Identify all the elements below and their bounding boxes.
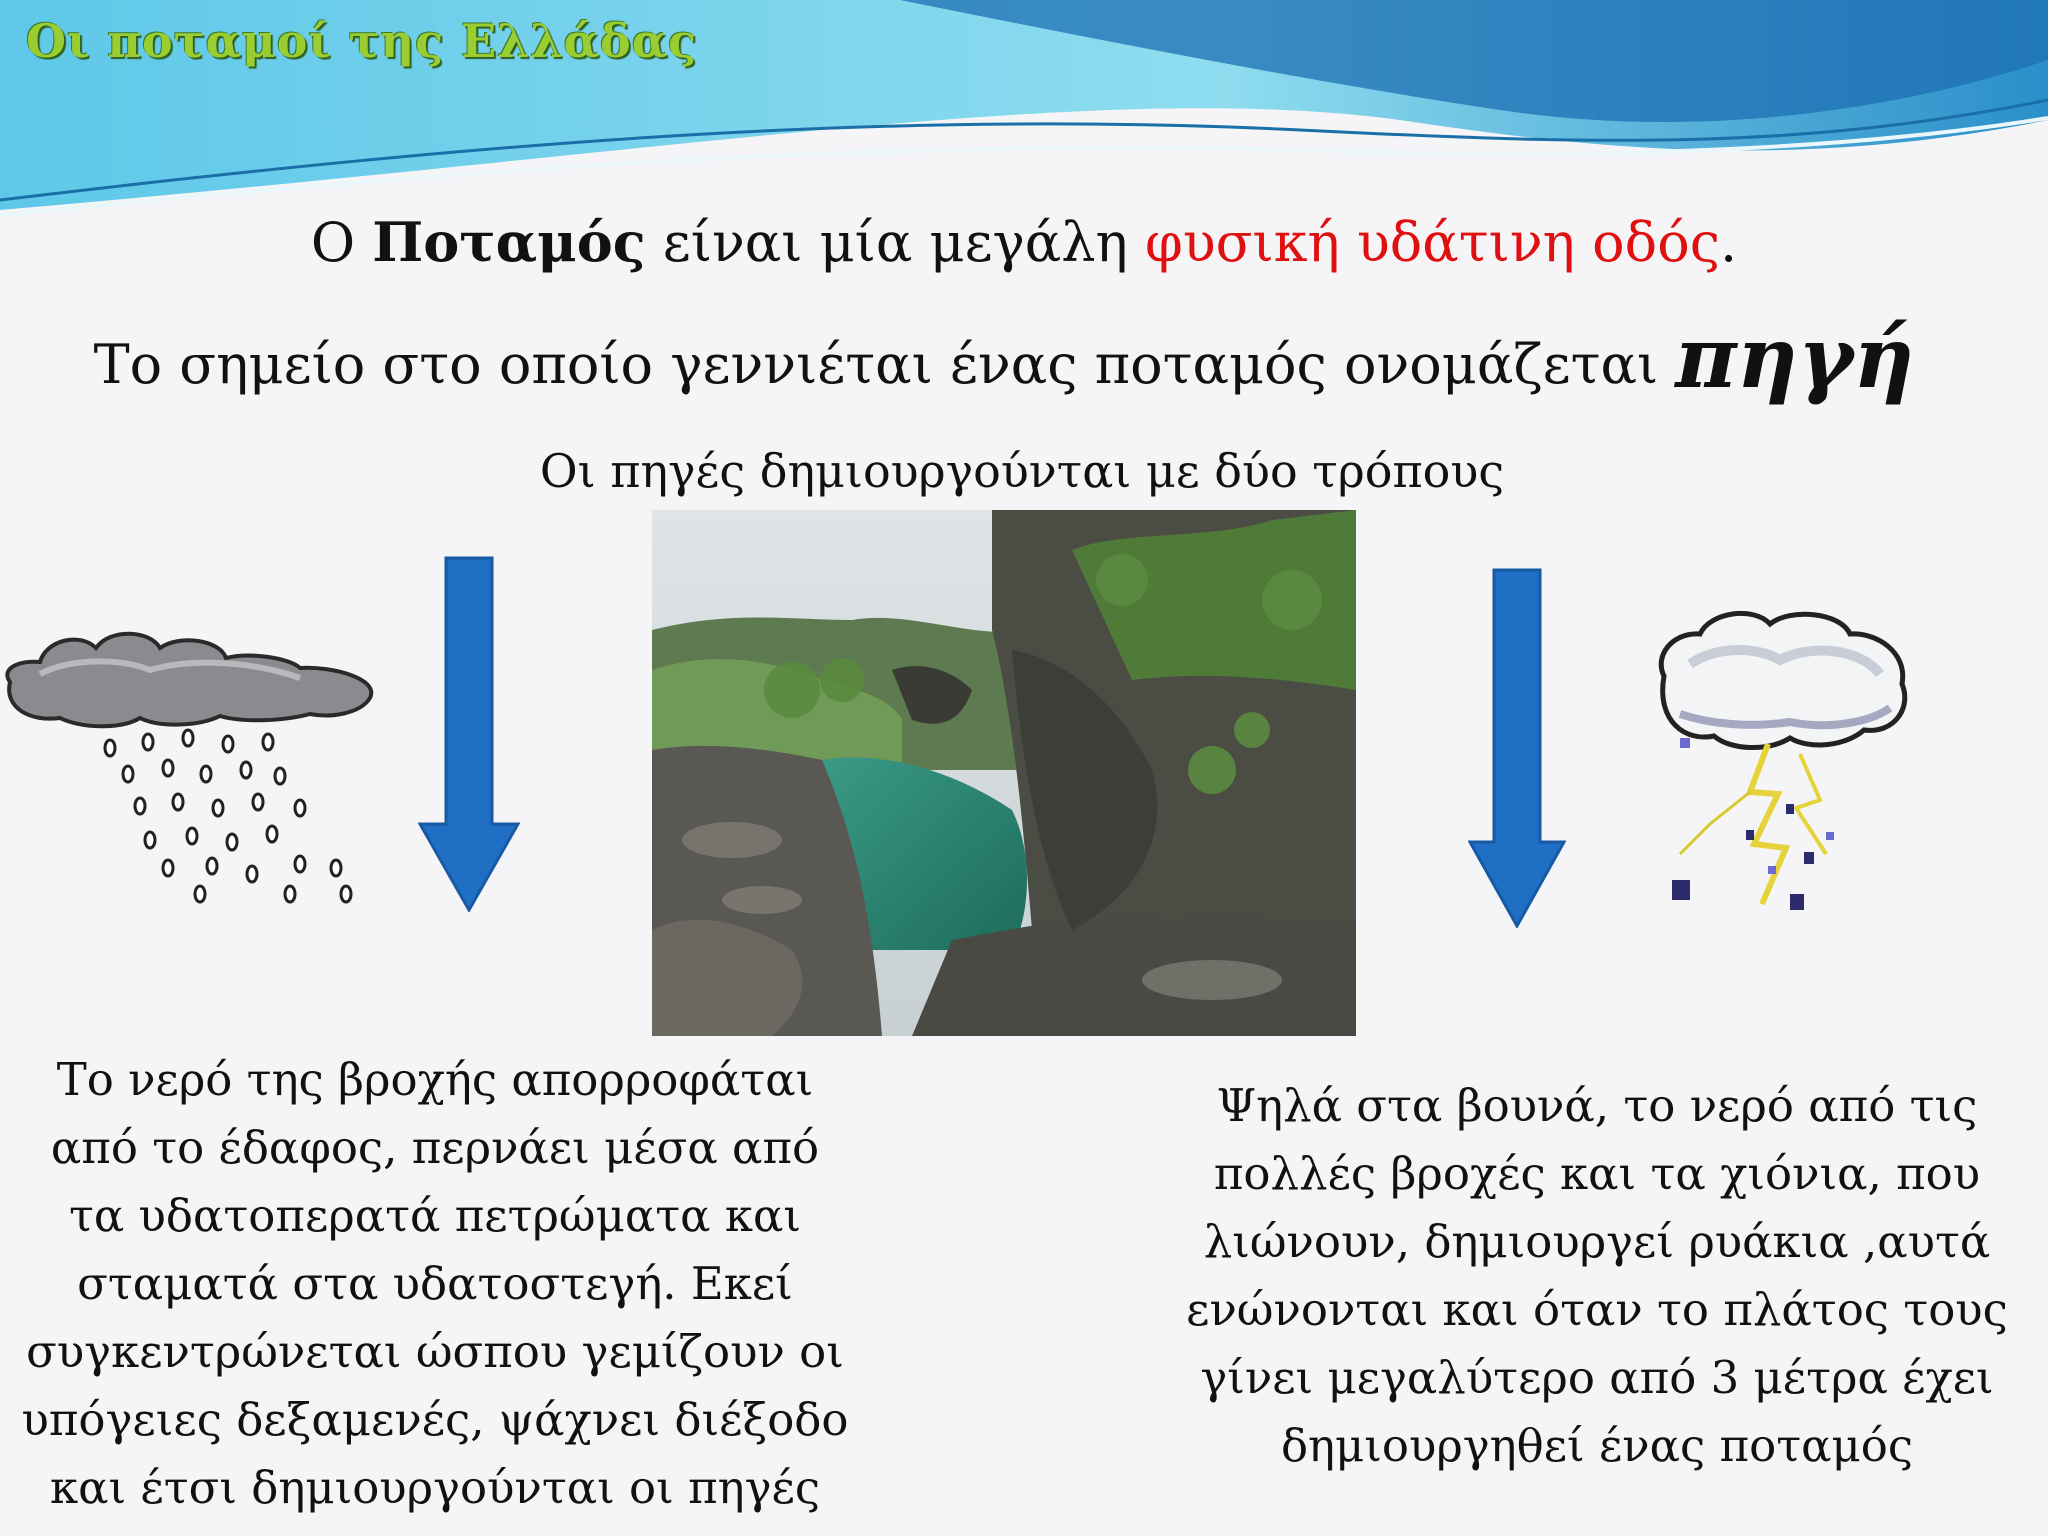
right-paragraph bbox=[1168, 1072, 2026, 1480]
left-paragraph-line: και έτσι δημιουργούνται οι πηγές bbox=[49, 1461, 821, 1514]
intro-line-2-emph: πηγή bbox=[1675, 308, 1915, 407]
right-paragraph-line: δημιουργηθεί ένας ποταμός bbox=[1280, 1419, 1914, 1472]
slide-title: Οι ποταμοί της Ελλάδας bbox=[26, 14, 698, 68]
arrow-down-icon bbox=[418, 556, 520, 912]
storm-cloud-icon bbox=[1650, 604, 1912, 924]
left-paragraph bbox=[12, 1046, 858, 1522]
left-paragraph-line: συγκεντρώνεται ώσπου γεμίζουν οι bbox=[26, 1325, 844, 1378]
left-paragraph-line: σταματά στα υδατοστεγή. Εκεί bbox=[77, 1257, 793, 1310]
arrow-down-icon bbox=[1468, 568, 1566, 928]
intro-line-1 bbox=[0, 210, 2048, 274]
intro-line-1-red: φυσική υδάτινη οδός bbox=[1145, 211, 1720, 274]
river-gorge-photo bbox=[652, 510, 1356, 1036]
right-paragraph-line: Ψηλά στα βουνά, το νερό από τις bbox=[1216, 1079, 1978, 1132]
left-paragraph-line: από το έδαφος, περνάει μέσα από bbox=[50, 1121, 820, 1174]
intro-line-2 bbox=[0, 308, 2028, 407]
left-paragraph-line: Το νερό της βροχής απορροφάται bbox=[56, 1053, 814, 1106]
intro-line-1-end: . bbox=[1719, 211, 1738, 274]
intro-line-1-pre: Ο bbox=[310, 211, 373, 274]
intro-line-3: Οι πηγές δημιουργούνται με δύο τρόπους bbox=[539, 444, 1505, 498]
left-paragraph-line: τα υδατοπερατά πετρώματα και bbox=[68, 1189, 802, 1242]
intro-line-2-text: Το σημείο στο οποίο γεννιέται ένας ποταμός ονομάζεται bbox=[93, 333, 1676, 396]
intro-line-1-bold: Ποταμός bbox=[372, 210, 646, 274]
right-paragraph-line: ενώνονται και όταν το πλάτος τους bbox=[1186, 1283, 2008, 1336]
right-paragraph-line: λιώνουν, δημιουργεί ρυάκια ,αυτά bbox=[1203, 1215, 1991, 1268]
right-paragraph-line: γίνει μεγαλύτερο από 3 μέτρα έχει bbox=[1200, 1351, 1994, 1404]
intro-line-1-mid: είναι μία μεγάλη bbox=[645, 211, 1146, 274]
rain-cloud-icon bbox=[0, 618, 380, 918]
right-paragraph-line: πολλές βροχές και τα χιόνια, που bbox=[1213, 1147, 1981, 1200]
left-paragraph-line: υπόγειες δεξαμενές, ψάχνει διέξοδο bbox=[21, 1393, 849, 1446]
